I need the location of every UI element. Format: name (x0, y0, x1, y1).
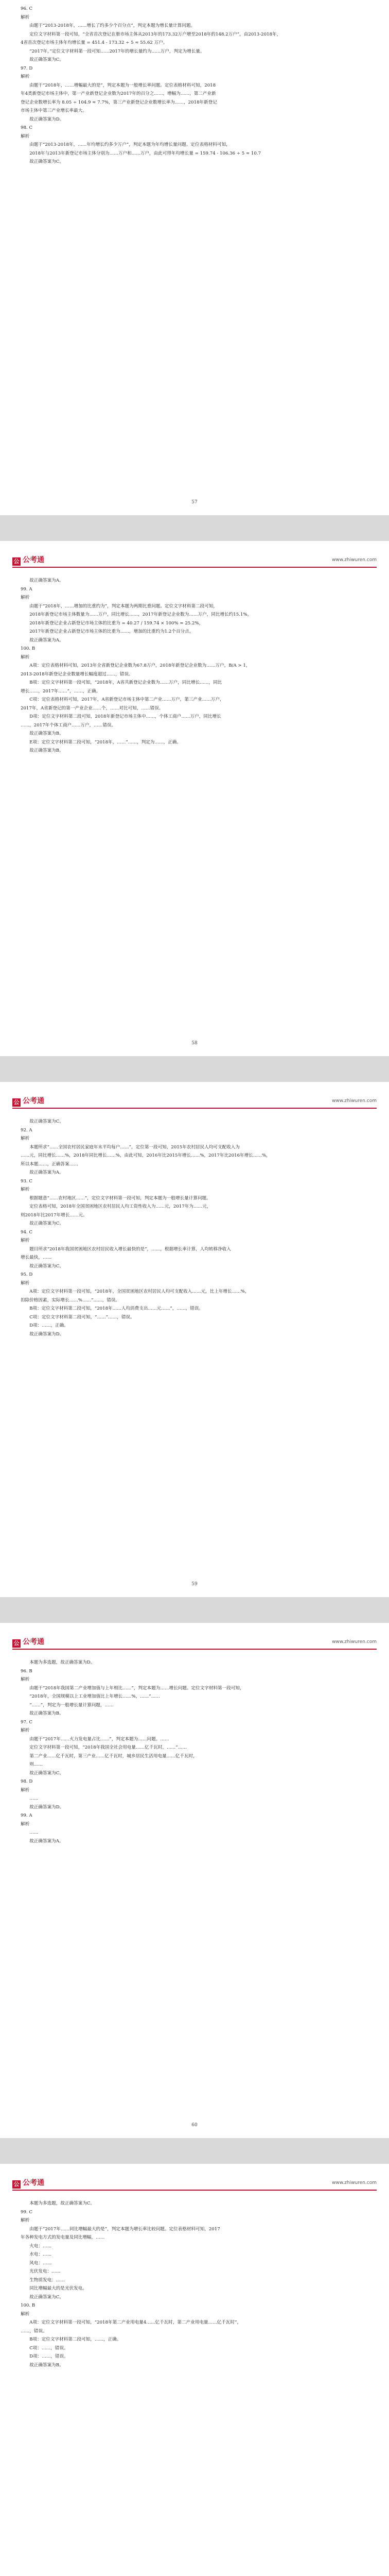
analysis-text: 年4类新登记市场主体中，第一产业新登记企业数为2017年的百分之……，增幅为……，第二产业新 (21, 91, 216, 96)
page-body (21, 1118, 368, 1339)
answer-line: 本题为多选题，故正确答案为D。 (29, 1660, 95, 1665)
document-page-58 (0, 541, 389, 1056)
answer-line: 故正确答案为C。 (29, 1770, 64, 1776)
answer-line: 故正确答案为D。 (29, 116, 64, 122)
analysis-label: 解析 (21, 1280, 30, 1286)
brand-logo: 公 公考通 (12, 2177, 44, 2189)
analysis-label: 解析 (21, 1187, 30, 1192)
analysis-text: B项：定位文字材料第二段可知，……，正确。 (29, 2337, 121, 2342)
answer-number: 93. C (21, 1178, 32, 1184)
answer-line: 故正确答案为B。 (29, 731, 64, 736)
site-url: www.zhiwuren.com (332, 1639, 377, 1645)
answer-number: 99. A (21, 586, 32, 592)
analysis-text: 则2018年比2017年增长……元。 (21, 1212, 87, 1218)
analysis-text: B项：定位文字材料第一段可知，“2018年，A省共新登记企业数为……万户，同比增长……，同比 (29, 680, 222, 685)
analysis-text: 登记企业数增长率为 8.05 ÷ 104.9 ≈ 7.7%，第三产业新登记企业数增长率为……，2018年新登记 (21, 99, 217, 105)
answer-number: 98. D (21, 1779, 33, 1784)
analysis-text: 由题干“2017年……火力发电量占比……”，判定本题为……问题。…… (29, 1736, 169, 1742)
analysis-text: ……元，同比增长……%，2018年同比增长……%，由此可知，2016年比2015年增长……%，2017年比2016年增长……%， (21, 1153, 271, 1158)
analysis-text: …… (29, 1830, 39, 1835)
analysis-text: 定位文字材料第一段可知，“全省首次登记在册市场主体从2013年的173.32万户增至2018年的148.2万户”，由2013-2018年， (29, 31, 281, 37)
analysis-text: C项：……，错误。 (29, 2345, 68, 2351)
analysis-text: 同比增幅最大的是光伏发电。 (29, 2286, 87, 2291)
answer-number: 96. B (21, 1668, 32, 1674)
analysis-text: …… (29, 1796, 39, 1801)
analysis-text: 2018年与2013年新登记市场主体分别为……万户和……万户，由此可得年均增长量 = 159.74 - 106.36 ÷ 5 ≈ 10.7 (29, 150, 261, 156)
logo-icon: 公 (12, 1098, 21, 1107)
analysis-label: 解析 (21, 2311, 30, 2317)
analysis-label: 解析 (21, 1787, 30, 1793)
answer-number: 100. B (21, 2303, 36, 2308)
analysis-text: 风电：…… (29, 2260, 52, 2266)
analysis-text: 所以本题……，正确答案…… (21, 1161, 78, 1167)
answer-line: 故正确答案为A。 (29, 637, 64, 643)
analysis-text: 由题干“2018年，……增加的比重约为”，判定本题为两期比重问题。定位文字材料第二段可知， (29, 603, 218, 609)
brand-logo: 公 公考通 (12, 1095, 44, 1107)
analysis-text: “2018年，全国规模以上工业增加值比上年增长……%，……”…… (29, 1694, 160, 1699)
analysis-text: 根据题意“……农村地区……”，定位文字材料第一段可知，判定本题为一般增长量计算问题。 (29, 1195, 211, 1201)
analysis-text: 则…… (29, 1762, 43, 1767)
answer-line: 故正确答案为B。 (29, 2362, 64, 2368)
answer-line: 故正确答案为C。 (29, 159, 64, 164)
analysis-text: 增长……，2017年……”，……，正确。 (21, 688, 101, 694)
answer-number: 92. A (21, 1127, 32, 1133)
analysis-text: 年各种发电方式的发电量及同比增幅，…… (21, 2235, 105, 2240)
answer-line: 故正确答案为A。 (29, 1170, 64, 1175)
page-body (21, 577, 368, 756)
answer-line: 故正确答案为B。 (29, 748, 64, 753)
analysis-text: 火电：…… (29, 2243, 52, 2249)
analysis-label: 解析 (21, 1821, 30, 1827)
analysis-text: A项：定位文字材料第一段可知，“2018年第二产业用电量4……亿千瓦时，第二产业用电量……亿千瓦时”， (29, 2320, 242, 2325)
analysis-text: 由题干“2018年我国第二产业增加值与上年相比……”，判定本题为……增长问题。定位文字材料第一段可知， (29, 1685, 244, 1691)
page-body (21, 5, 368, 167)
document-page-61 (0, 2164, 389, 2576)
analysis-text: 由题干“2013-2018年，……年均增长约多少万户”，判定本题为年均增长量问题。定位表格材料可知， (29, 142, 231, 147)
page-number: 58 (191, 1041, 198, 1046)
analysis-label: 解析 (21, 133, 30, 139)
analysis-text: 题目所求“2018年我国贫困地区农村居民收入增长最快的是”，……，根据增长率计算，人均转移净收入 (29, 1246, 231, 1252)
answer-line: 故正确答案为D。 (29, 1331, 64, 1337)
page-header (12, 1095, 377, 1109)
analysis-text: 2018年新登记企业占新登记市场主体的比重为 = 40.27 / 159.74 × 100% ≈ 25.2%， (29, 620, 204, 626)
analysis-text: B项：定位文字材料第二段可知，“2018年……人均消费支出……元……”，……，错误。 (29, 1306, 203, 1311)
answer-number: 97. C (21, 1719, 32, 1725)
analysis-label: 解析 (21, 654, 30, 660)
analysis-text: 由题干“2018年，……增幅最大的是”，判定本题为一般增长率问题。定位表格材料可知，2018 (29, 82, 216, 88)
answer-line: 本题为多选题，故正确答案为C。 (29, 2201, 95, 2206)
answer-number: 95. D (21, 1272, 33, 1277)
page-header (12, 554, 377, 568)
analysis-text: D项：定位文字材料第二段可知，2018年新登记市场主体中……，个体工商户……万户，同比增长 (29, 714, 221, 719)
logo-icon: 公 (12, 557, 21, 566)
analysis-text: A项：定位文字材料第一段可知，“2018年，全国贫困地区农村居民人均可支配收入……元，比上年增长……%， (29, 1289, 250, 1294)
page-number: 59 (191, 1582, 198, 1587)
page-header (12, 1636, 377, 1650)
answer-number: 99. C (21, 2209, 32, 2215)
analysis-text: 生物质发电：…… (29, 2277, 65, 2283)
answer-number: 98. C (21, 125, 32, 130)
analysis-text: E项：定位文字材料第二段可知，“2018年，……”……，判定为……，正确。 (29, 739, 181, 745)
analysis-text: “……”，判定为一般增长量计算问题，…… (29, 1702, 114, 1708)
analysis-text: D项：……，错误。 (29, 2354, 68, 2359)
answer-line: 故正确答案为A。 (29, 578, 64, 583)
analysis-label: 解析 (21, 1677, 30, 1682)
answer-line: 故正确答案为B。 (29, 1711, 64, 1716)
answer-number: 94. C (21, 1229, 32, 1235)
analysis-text: “2017年，”定位文字材料第一段可知……2017年的增长量约为……万户，判定为增长量。 (29, 48, 205, 54)
analysis-text: 水电：…… (29, 2252, 52, 2257)
answer-number: 96. C (21, 6, 32, 11)
analysis-text: 4省首次登记市场主体年均增长量 = 451.4 - 173.32 ÷ 5 ≈ 55.62 万户。 (21, 40, 168, 45)
brand-logo: 公 公考通 (12, 554, 44, 566)
analysis-text: A项：定位表格材料可知，2013年全省新登记企业数为67.8万户，2018年新登记企业数为……万户，B/A > 1， (29, 663, 251, 668)
analysis-text: ……，2017年个体工商户……万户，……错误。 (21, 722, 116, 728)
answer-line: 故正确答案为C。 (29, 1221, 64, 1226)
analysis-text: 第二产业……亿千瓦时，第三产业……亿千瓦时，城乡居民生活用电量……亿千瓦时， (29, 1753, 198, 1759)
analysis-text: C项：定位表格材料可知，2017年，A省新登记市场主体中第二产业……万户，第三产业……万户， (29, 697, 224, 702)
brand-logo: 公 公考通 (12, 1636, 44, 1648)
analysis-text: C项：定位文字材料第二段可知，“……”……，错误。 (29, 1314, 135, 1320)
analysis-text: 光伏发电：…… (29, 2269, 61, 2274)
answer-number: 100. B (21, 646, 36, 651)
analysis-text: 定位表格可知，2018年全国贫困地区农村居民人均工资性收入为……元，2017年为……元， (29, 1204, 211, 1209)
site-url: www.zhiwuren.com (332, 2180, 377, 2185)
analysis-text: 2017年新登记企业占新登记市场主体的比重为……，增加的比重约为1.2个百分点。 (29, 629, 194, 634)
document-page-60 (0, 1623, 389, 2138)
logo-icon: 公 (12, 2180, 21, 2189)
analysis-text: 定位文字材料第一段可知，“2018年我国全社会用电量……亿千瓦时，……”…… (29, 1745, 187, 1750)
analysis-text: 2017年，A省新登记的第一产业企业……个，……对比可知，……错误。 (21, 705, 164, 711)
answer-line: 故正确答案为A。 (29, 1838, 64, 1844)
analysis-label: 解析 (21, 14, 30, 20)
analysis-text: 由题干“2013-2018年，……增长了约多少个百分点”，判定本题为增长量计算问题。 (29, 23, 196, 28)
analysis-text: 增长最快，…… (21, 1255, 52, 1260)
answer-line: 故正确答案为C。 (29, 1119, 64, 1124)
analysis-text: ……，错误。 (21, 2328, 47, 2334)
analysis-label: 解析 (21, 1238, 30, 1243)
analysis-text: 由题干“2017年……同比增幅最大的是”，判定本题为增长率比较问题。定位表格材料可知，2017 (29, 2226, 220, 2232)
analysis-label: 解析 (21, 1728, 30, 1733)
analysis-label: 解析 (21, 74, 30, 79)
analysis-text: 2013-2018年新登记企业数量增长幅度超过……，错误。 (21, 671, 133, 677)
page-body (21, 2200, 368, 2370)
analysis-text: 市场主体中第三产业增长率最大。 (21, 108, 87, 113)
page-number: 57 (191, 500, 198, 505)
analysis-label: 解析 (21, 2218, 30, 2223)
answer-number: 97. D (21, 65, 33, 71)
analysis-label: 解析 (21, 1136, 30, 1141)
site-url: www.zhiwuren.com (332, 557, 377, 563)
answer-line: 故正确答案为D。 (29, 1804, 64, 1810)
answer-line: 故正确答案为C。 (29, 57, 64, 62)
analysis-label: 解析 (21, 595, 30, 600)
answer-line: 故正确答案为C。 (29, 2294, 64, 2300)
answer-line: 故正确答案为C。 (29, 1263, 64, 1269)
page-body (21, 1659, 368, 1846)
analysis-text: 扣除价格因素，实际增长……%……”……，错误。 (21, 1297, 120, 1303)
document-page-57 (0, 0, 389, 515)
analysis-text: 2018年新登记市场主体数量为……万户，同比增长……，2017年新登记企业数为……万户，同比增长约15.1%， (29, 612, 252, 617)
logo-icon: 公 (12, 1639, 21, 1648)
page-number: 60 (191, 2123, 198, 2128)
site-url: www.zhiwuren.com (332, 1098, 377, 1104)
analysis-text: 本题所求“……全国农村居民家庭年末平均每户……”，定位第一段可知，2015年农村居民人均可支配收入为 (29, 1144, 240, 1150)
answer-number: 99. A (21, 1813, 32, 1818)
page-header (12, 2177, 377, 2191)
document-page-59 (0, 1082, 389, 1597)
analysis-text: D项：……，正确。 (29, 1323, 68, 1328)
